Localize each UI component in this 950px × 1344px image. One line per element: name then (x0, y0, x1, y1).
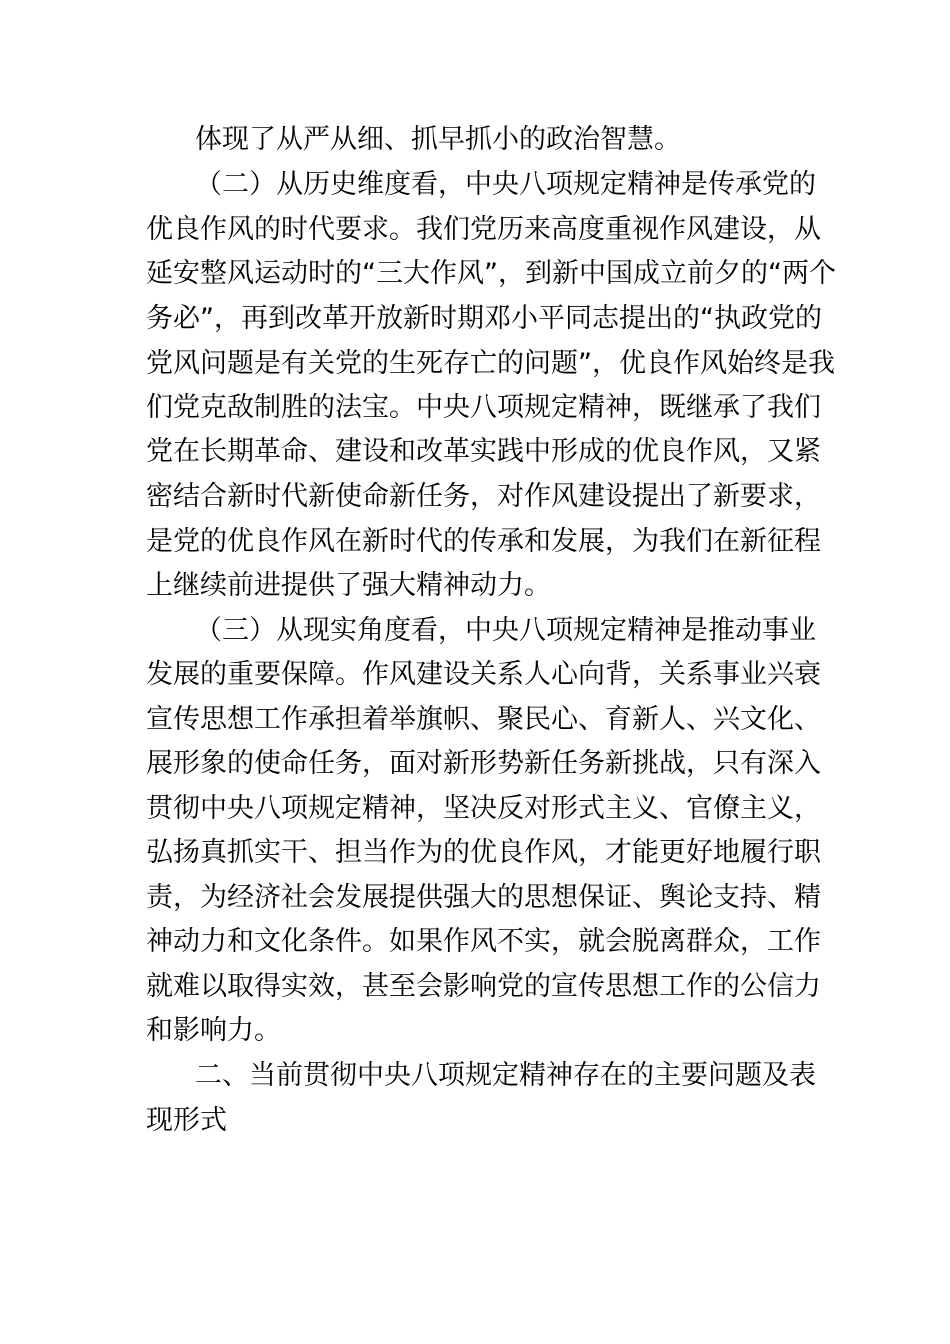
paragraph-3-line-2: 发展的重要保障。作风建设关系人心向背，关系事业兴衰 (146, 659, 821, 690)
paragraph-2-line-7: 党在长期革命、建设和改革实践中形成的优良作风，又紧 (146, 436, 821, 467)
paragraph-3-line-5: 贯彻中央八项规定精神，坚决反对形式主义、官僚主义， (146, 793, 821, 824)
paragraph-3-line-6: 弘扬真抓实干、担当作为的优良作风，才能更好地履行职 (146, 837, 821, 868)
text-line-1: 体现了从严从细、抓早抓小的政治智慧。 (195, 124, 681, 155)
paragraph-2-line-4: 务必”，再到改革开放新时期邓小平同志提出的“执政党的 (146, 303, 822, 334)
paragraph-2-line-8: 密结合新时代新使命新任务，对作风建设提出了新要求， (146, 481, 821, 512)
paragraph-3-line-3: 宣传思想工作承担着举旗帜、聚民心、育新人、兴文化、 (146, 704, 821, 735)
paragraph-2-line-6: 们党克敌制胜的法宝。中央八项规定精神，既继承了我们 (146, 392, 821, 423)
paragraph-3-line-4: 展形象的使命任务，面对新形势新任务新挑战，只有深入 (146, 748, 821, 779)
paragraph-3-line-8: 神动力和文化条件。如果作风不实，就会脱离群众，工作 (146, 926, 821, 957)
paragraph-2-line-5: 党风问题是有关党的生死存亡的问题”，优良作风始终是我 (146, 348, 835, 379)
paragraph-2-line-3: 延安整风运动时的“三大作风”，到新中国成立前夕的“两个 (146, 258, 836, 289)
paragraph-3-line-7: 责，为经济社会发展提供强大的思想保证、舆论支持、精 (146, 882, 821, 913)
paragraph-3-line-10: 和影响力。 (146, 1015, 281, 1046)
paragraph-2-line-2: 优良作风的时代要求。我们党历来高度重视作风建设，从 (146, 214, 821, 245)
paragraph-2-line-9: 是党的优良作风在新时代的传承和发展，为我们在新征程 (146, 526, 821, 557)
paragraph-3-line-1: （三）从现实角度看，中央八项规定精神是推动事业 (195, 615, 816, 646)
section-heading-line-1: 二、当前贯彻中央八项规定精神存在的主要问题及表 (195, 1060, 816, 1091)
paragraph-3-line-9: 就难以取得实效，甚至会影响党的宣传思想工作的公信力 (146, 971, 821, 1002)
paragraph-2-line-1: （二）从历史维度看，中央八项规定精神是传承党的 (195, 169, 816, 200)
section-heading-line-2: 现形式 (146, 1105, 227, 1136)
paragraph-2-line-10: 上继续前进提供了强大精神动力。 (146, 570, 551, 601)
